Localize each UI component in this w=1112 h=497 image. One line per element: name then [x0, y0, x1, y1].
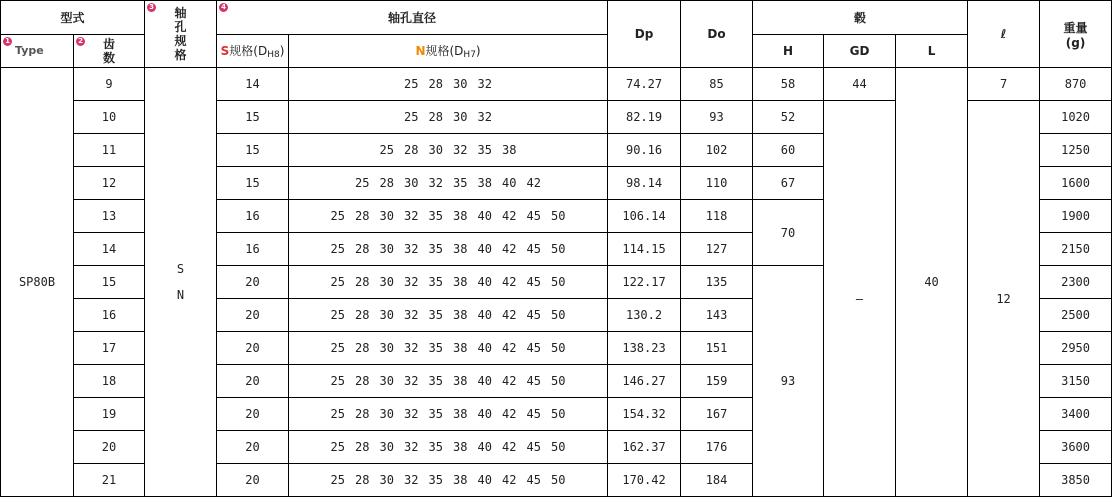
n-spec-cell [289, 332, 608, 365]
type-value-cell: SP80B [1, 68, 74, 497]
n-spec-cell [289, 431, 608, 464]
teeth-cell: 9 [74, 68, 145, 101]
n-spec-cell [289, 134, 608, 167]
badge-1: 1 [3, 37, 12, 46]
dp-cell: 98.14 [608, 167, 681, 200]
bore-value: 28 [379, 176, 394, 190]
weight-cell: 1250 [1040, 134, 1112, 167]
n-spec-label: 规格(D [425, 44, 464, 58]
bore-value: 42 [526, 176, 541, 190]
s-spec-header [217, 35, 289, 68]
bore-value: 35 [428, 209, 443, 223]
do-cell: 159 [681, 365, 753, 398]
do-cell: 127 [681, 233, 753, 266]
bore-value: 38 [453, 374, 468, 388]
bore-value: 35 [477, 143, 492, 157]
weight-cell: 1020 [1040, 101, 1112, 134]
dp-cell: 114.15 [608, 233, 681, 266]
bore-value: 50 [551, 374, 566, 388]
weight-cell: 2150 [1040, 233, 1112, 266]
teeth-header [74, 35, 145, 68]
n-spec-cell [289, 299, 608, 332]
bore-value: 50 [551, 275, 566, 289]
n-spec-cell [289, 167, 608, 200]
n-spec-cell [289, 200, 608, 233]
bore-value: 40 [477, 473, 492, 487]
bore-value: 28 [355, 242, 370, 256]
weight-cell: 2300 [1040, 266, 1112, 299]
bore-value: 28 [404, 143, 419, 157]
bore-value: 42 [502, 473, 517, 487]
h-header: H [753, 35, 824, 68]
bore-value: 40 [477, 209, 492, 223]
s-spec-cell: 20 [217, 431, 289, 464]
bore-value: 25 [330, 308, 345, 322]
weight-label: 重量 [1063, 20, 1088, 35]
bore-value: 35 [428, 242, 443, 256]
bore-value: 30 [379, 209, 394, 223]
bore-value: 50 [551, 440, 566, 454]
s-spec-cell: 20 [217, 464, 289, 497]
gd-dash-cell: — [824, 101, 896, 497]
bore-value: 40 [477, 341, 492, 355]
bore-value: 35 [428, 341, 443, 355]
bore-value: 38 [453, 440, 468, 454]
n-spec-cell [289, 365, 608, 398]
h-cell: 93 [753, 266, 824, 497]
n-spec-cell [289, 398, 608, 431]
shaft-spec-s: S [176, 262, 185, 276]
bore-value: 40 [477, 374, 492, 388]
bore-value: 32 [404, 341, 419, 355]
teeth-cell: 12 [74, 167, 145, 200]
n-spec-sub: H7 [463, 50, 476, 60]
bore-value: 45 [526, 407, 541, 421]
weight-cell: 3850 [1040, 464, 1112, 497]
bore-value: 45 [526, 440, 541, 454]
bore-value: 45 [526, 275, 541, 289]
s-prefix: S [220, 44, 230, 58]
bore-value: 25 [330, 473, 345, 487]
bore-value: 30 [379, 275, 394, 289]
s-spec-cell: 15 [217, 101, 289, 134]
bore-value: 28 [355, 341, 370, 355]
bore-value: 30 [404, 176, 419, 190]
dp-cell: 162.37 [608, 431, 681, 464]
dp-cell: 154.32 [608, 398, 681, 431]
n-close: ) [475, 44, 481, 58]
bore-value: 30 [379, 242, 394, 256]
do-cell: 102 [681, 134, 753, 167]
bore-value: 30 [453, 110, 468, 124]
bore-value: 32 [477, 77, 492, 91]
weight-cell: 1600 [1040, 167, 1112, 200]
bore-diameter-label: 轴孔直径 [388, 11, 437, 25]
weight-cell: 3150 [1040, 365, 1112, 398]
s-close: ) [279, 44, 285, 58]
bore-value: 45 [526, 341, 541, 355]
bore-value: 30 [379, 473, 394, 487]
bore-value: 35 [428, 407, 443, 421]
s-spec-cell: 15 [217, 134, 289, 167]
shaft-spec-cell [145, 68, 217, 497]
teeth-cell: 20 [74, 431, 145, 464]
type-label: Type [15, 44, 44, 57]
type-group-header: 型式 [1, 1, 145, 35]
dp-cell: 82.19 [608, 101, 681, 134]
bore-value: 28 [355, 275, 370, 289]
do-cell: 85 [681, 68, 753, 101]
bore-value: 32 [404, 209, 419, 223]
bore-value: 32 [404, 308, 419, 322]
bore-value: 25 [330, 407, 345, 421]
bore-value: 28 [355, 374, 370, 388]
s-spec-cell: 20 [217, 365, 289, 398]
bore-value: 45 [526, 209, 541, 223]
bore-value: 42 [502, 407, 517, 421]
bore-value: 38 [477, 176, 492, 190]
bore-value: 50 [551, 407, 566, 421]
bore-value: 42 [502, 242, 517, 256]
n-spec-cell [289, 101, 608, 134]
teeth-cell: 11 [74, 134, 145, 167]
dp-cell: 74.27 [608, 68, 681, 101]
do-cell: 143 [681, 299, 753, 332]
ell-header: ℓ [968, 1, 1040, 68]
bore-value: 25 [330, 209, 345, 223]
weight-cell: 870 [1040, 68, 1112, 101]
shaft-spec-values [177, 256, 184, 308]
bore-value: 32 [404, 440, 419, 454]
bore-value: 50 [551, 473, 566, 487]
bore-value: 35 [453, 176, 468, 190]
dp-cell: 170.42 [608, 464, 681, 497]
teeth-cell: 18 [74, 365, 145, 398]
bore-value: 25 [330, 275, 345, 289]
weight-cell: 1900 [1040, 200, 1112, 233]
bore-value: 25 [355, 176, 370, 190]
s-spec-label: 规格(D [229, 44, 268, 58]
bore-value: 45 [526, 242, 541, 256]
bore-value: 35 [428, 440, 443, 454]
teeth-cell: 19 [74, 398, 145, 431]
do-header: Do [681, 1, 753, 68]
badge-3: 3 [147, 3, 156, 12]
h-cell: 60 [753, 134, 824, 167]
bore-value: 38 [453, 209, 468, 223]
bore-value: 28 [355, 407, 370, 421]
badge-4: 4 [219, 3, 228, 12]
dp-cell: 138.23 [608, 332, 681, 365]
h-cell: 67 [753, 167, 824, 200]
bore-value: 30 [379, 374, 394, 388]
shaft-spec-n: N [176, 288, 185, 302]
bore-value: 38 [502, 143, 517, 157]
bore-value: 42 [502, 209, 517, 223]
h-cell: 58 [753, 68, 824, 101]
n-spec-cell [289, 68, 608, 101]
bore-value: 50 [551, 209, 566, 223]
bore-value: 35 [428, 308, 443, 322]
do-cell: 176 [681, 431, 753, 464]
h-cell: 70 [753, 200, 824, 266]
teeth-cell: 16 [74, 299, 145, 332]
bore-value: 38 [453, 407, 468, 421]
dp-cell: 106.14 [608, 200, 681, 233]
bore-value: 45 [526, 308, 541, 322]
s-spec-cell: 16 [217, 200, 289, 233]
do-cell: 167 [681, 398, 753, 431]
table-body [1, 68, 1112, 497]
bore-value: 38 [453, 341, 468, 355]
bore-value: 32 [404, 473, 419, 487]
do-cell: 184 [681, 464, 753, 497]
hub-header: 毂 [753, 1, 968, 35]
teeth-cell: 21 [74, 464, 145, 497]
s-spec-cell: 20 [217, 299, 289, 332]
s-spec-cell: 15 [217, 167, 289, 200]
teeth-cell: 10 [74, 101, 145, 134]
bore-value: 25 [330, 440, 345, 454]
bore-value: 28 [428, 77, 443, 91]
do-cell: 93 [681, 101, 753, 134]
bore-value: 28 [355, 209, 370, 223]
bore-value: 42 [502, 374, 517, 388]
weight-cell: 2500 [1040, 299, 1112, 332]
bore-value: 35 [428, 473, 443, 487]
bore-value: 40 [477, 308, 492, 322]
teeth-label: 齿数 [102, 37, 115, 65]
bore-value: 25 [330, 242, 345, 256]
table-row [1, 68, 1112, 101]
s-spec-cell: 20 [217, 332, 289, 365]
dp-header: Dp [608, 1, 681, 68]
weight-header [1040, 1, 1112, 68]
l-value-cell: 40 [896, 68, 968, 497]
bore-value: 30 [379, 308, 394, 322]
bore-diameter-header [217, 1, 608, 35]
dp-cell: 122.17 [608, 266, 681, 299]
bore-value: 25 [379, 143, 394, 157]
teeth-cell: 14 [74, 233, 145, 266]
do-cell: 151 [681, 332, 753, 365]
weight-cell: 3400 [1040, 398, 1112, 431]
bore-value: 50 [551, 341, 566, 355]
weight-cell: 2950 [1040, 332, 1112, 365]
n-spec-header [289, 35, 608, 68]
bore-value: 38 [453, 308, 468, 322]
badge-2: 2 [76, 37, 85, 46]
bore-value: 42 [502, 275, 517, 289]
s-spec-cell: 16 [217, 233, 289, 266]
s-spec-cell: 20 [217, 398, 289, 431]
bore-value: 38 [453, 275, 468, 289]
teeth-cell: 15 [74, 266, 145, 299]
dp-cell: 146.27 [608, 365, 681, 398]
bore-value: 38 [453, 473, 468, 487]
bore-value: 30 [379, 341, 394, 355]
bore-value: 35 [428, 374, 443, 388]
teeth-cell: 13 [74, 200, 145, 233]
bore-value: 40 [477, 440, 492, 454]
dp-cell: 130.2 [608, 299, 681, 332]
bore-value: 32 [404, 275, 419, 289]
bore-value: 28 [355, 308, 370, 322]
weight-unit: (g) [1065, 35, 1086, 50]
ell-cell: 7 [968, 68, 1040, 101]
bore-value: 30 [379, 407, 394, 421]
bore-value: 50 [551, 242, 566, 256]
type-header [1, 35, 74, 68]
header-row-1 [1, 1, 1112, 35]
weight-cell: 3600 [1040, 431, 1112, 464]
bore-value: 28 [428, 110, 443, 124]
bore-value: 30 [453, 77, 468, 91]
n-prefix: N [415, 44, 426, 58]
h-cell: 52 [753, 101, 824, 134]
shaft-spec-header [145, 1, 217, 68]
s-spec-cell: 14 [217, 68, 289, 101]
bore-value: 32 [404, 374, 419, 388]
bore-value: 50 [551, 308, 566, 322]
s-spec-sub: H8 [267, 50, 280, 60]
bore-value: 28 [355, 440, 370, 454]
bore-value: 40 [477, 407, 492, 421]
bore-value: 42 [502, 308, 517, 322]
bore-value: 28 [355, 473, 370, 487]
gd-header: GD [824, 35, 896, 68]
ell-merged-cell: 12 [968, 101, 1040, 497]
bore-value: 32 [404, 407, 419, 421]
n-spec-cell [289, 464, 608, 497]
bore-value: 32 [477, 110, 492, 124]
bore-value: 32 [404, 242, 419, 256]
bore-value: 25 [404, 110, 419, 124]
dp-cell: 90.16 [608, 134, 681, 167]
do-cell: 135 [681, 266, 753, 299]
s-spec-cell: 20 [217, 266, 289, 299]
bore-value: 32 [453, 143, 468, 157]
bore-value: 40 [502, 176, 517, 190]
gd-cell: 44 [824, 68, 896, 101]
teeth-cell: 17 [74, 332, 145, 365]
bore-value: 25 [330, 374, 345, 388]
do-cell: 110 [681, 167, 753, 200]
bore-value: 25 [404, 77, 419, 91]
n-spec-cell [289, 233, 608, 266]
bore-value: 40 [477, 275, 492, 289]
bore-value: 42 [502, 440, 517, 454]
bore-value: 42 [502, 341, 517, 355]
bore-value: 40 [477, 242, 492, 256]
bore-value: 45 [526, 473, 541, 487]
shaft-spec-label: 轴孔规格 [174, 6, 187, 62]
l-header: L [896, 35, 968, 68]
bore-value: 30 [428, 143, 443, 157]
bore-value: 45 [526, 374, 541, 388]
bore-value: 35 [428, 275, 443, 289]
bore-value: 25 [330, 341, 345, 355]
bore-value: 32 [428, 176, 443, 190]
bore-value: 30 [379, 440, 394, 454]
n-spec-cell [289, 266, 608, 299]
bore-value: 38 [453, 242, 468, 256]
do-cell: 118 [681, 200, 753, 233]
